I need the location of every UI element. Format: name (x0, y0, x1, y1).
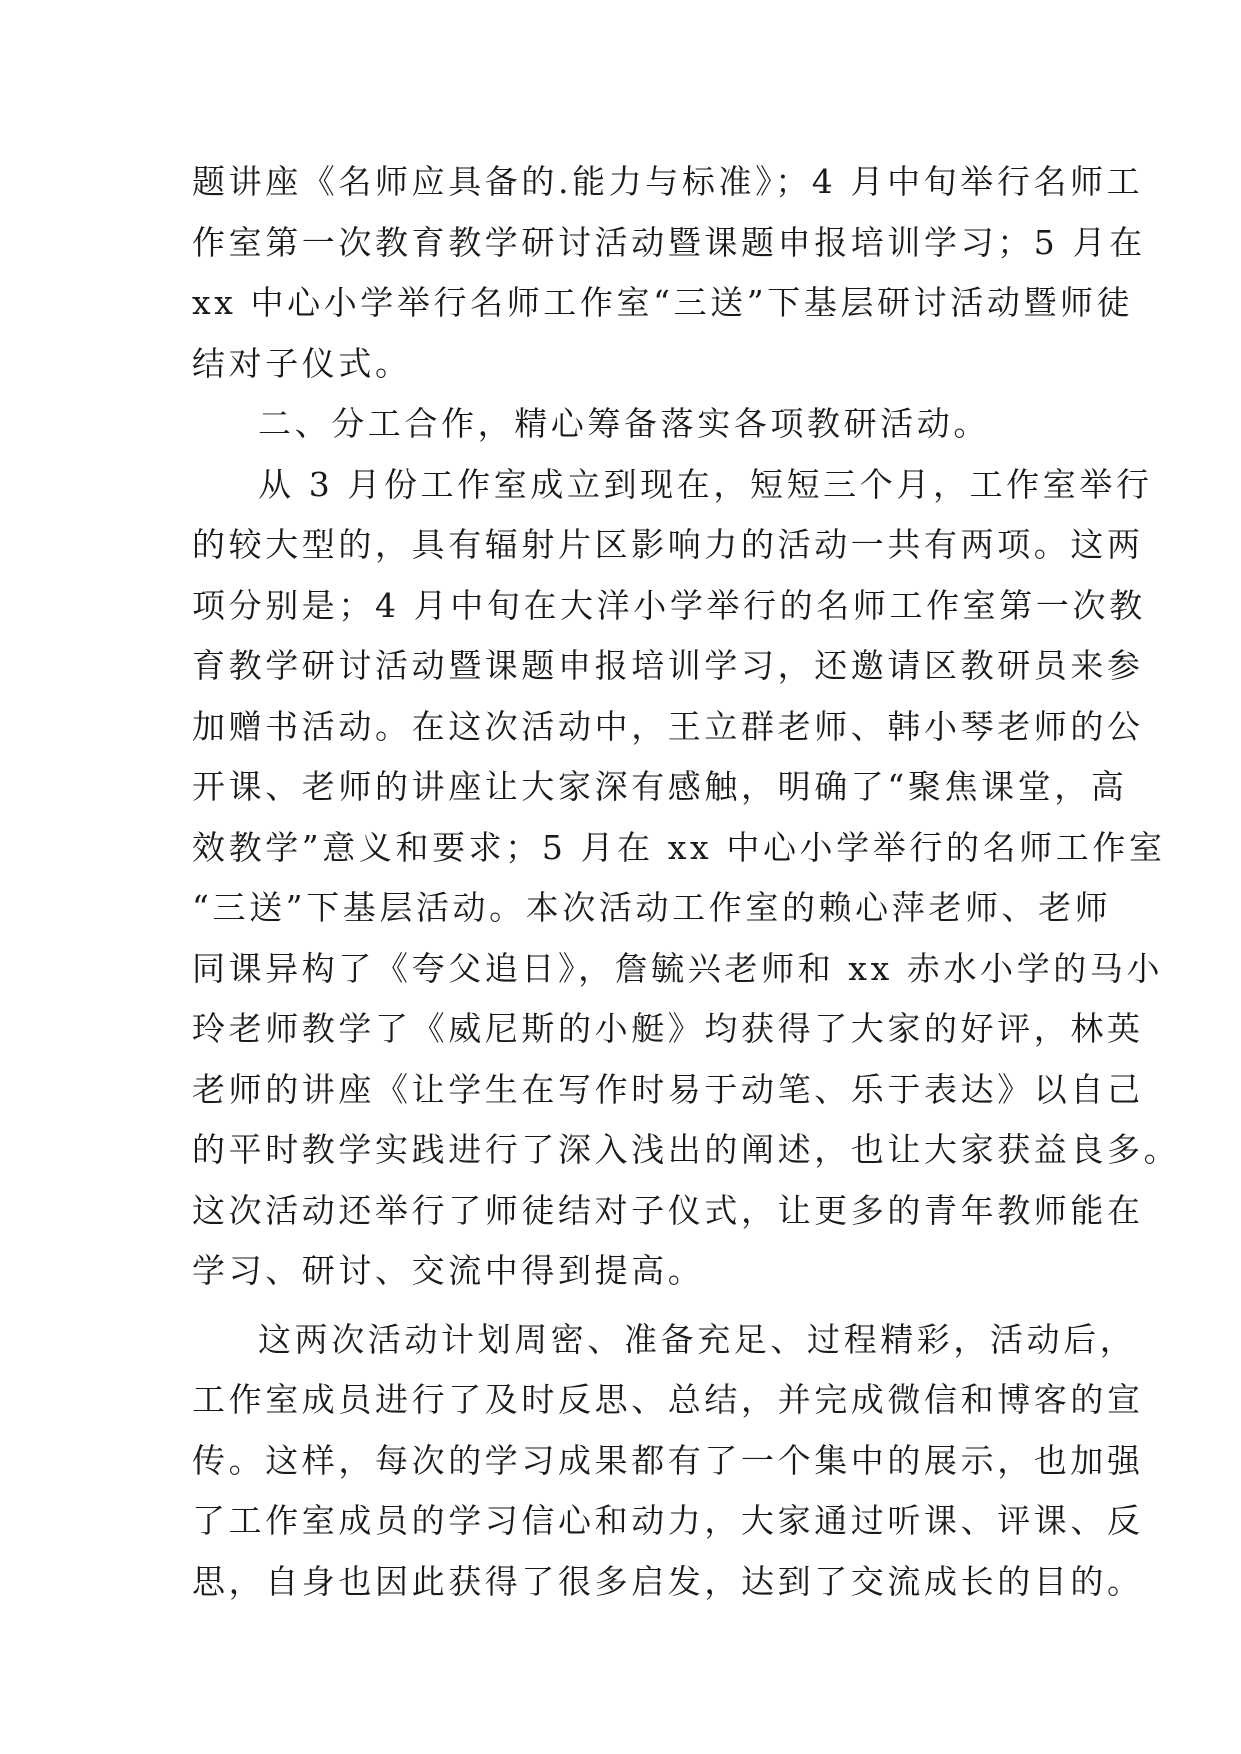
text-line: xx 中心小学举行名师工作室“三送”下基层研讨活动暨师徒 (192, 283, 1134, 322)
text-line: 这两次活动计划周密、准备充足、过程精彩，活动后， (258, 1319, 1137, 1359)
text-line: 效教学”意义和要求；5 月在 xx 中心小学举行的名师工作室 (192, 827, 1166, 867)
text-line: 开课、老师的讲座让大家深有感触，明确了“聚焦课堂，高 (192, 767, 1128, 806)
text-line: 思，自身也因此获得了很多启发，达到了交流成长的目的。 (192, 1561, 1144, 1601)
text-line: 玲老师教学了《威尼斯的小艇》均获得了大家的好评，林英 (192, 1009, 1144, 1048)
text-line: 了工作室成员的学习信心和动力，大家通过听课、评课、反 (192, 1501, 1144, 1540)
text-line: 育教学研讨活动暨课题申报培训学习，还邀请区教研员来参 (192, 646, 1144, 685)
text-line: 作室第一次教育教学研讨活动暨课题申报培训学习；5 月在 (192, 222, 1146, 262)
text-line: 加赠书活动。在这次活动中，王立群老师、韩小琴老师的公 (192, 706, 1144, 746)
text-line: 项分别是；4 月中旬在大洋小学举行的名师工作室第一次教 (192, 585, 1146, 625)
text-line: “三送”下基层活动。本次活动工作室的赖心萍老师、老师 (192, 888, 1112, 927)
body-text (192, 152, 1181, 1612)
text-line: 的较大型的，具有辐射片区影响力的活动一共有两项。这两 (192, 525, 1144, 564)
text-line: 同课异构了《夸父追日》，詹毓兴老师和 xx 赤水小学的马小 (192, 948, 1164, 988)
section-heading: 二、分工合作，精心筹备落实各项教研活动。 (258, 404, 990, 443)
text-line: 工作室成员进行了及时反思、总结，并完成微信和博客的宣 (192, 1380, 1144, 1419)
paragraph-gap (192, 1302, 1052, 1310)
text-line: 这次活动还举行了师徒结对子仪式，让更多的青年教师能在 (192, 1190, 1144, 1230)
text-line: 题讲座《名师应具备的.能力与标准》；4 月中旬举行名师工 (192, 162, 1144, 201)
text-line: 结对子仪式。 (192, 343, 412, 383)
text-line: 老师的讲座《让学生在写作时易于动笔、乐于表达》以自己 (192, 1069, 1144, 1109)
text-line: 传。这样，每次的学习成果都有了一个集中的展示，也加强 (192, 1440, 1144, 1480)
text-line: 的平时教学实践进行了深入浅出的阐述，也让大家获益良多。 (192, 1130, 1181, 1169)
text-line: 从 3 月份工作室成立到现在，短短三个月，工作室举行 (258, 464, 1153, 504)
text-line: 学习、研讨、交流中得到提高。 (192, 1251, 705, 1290)
